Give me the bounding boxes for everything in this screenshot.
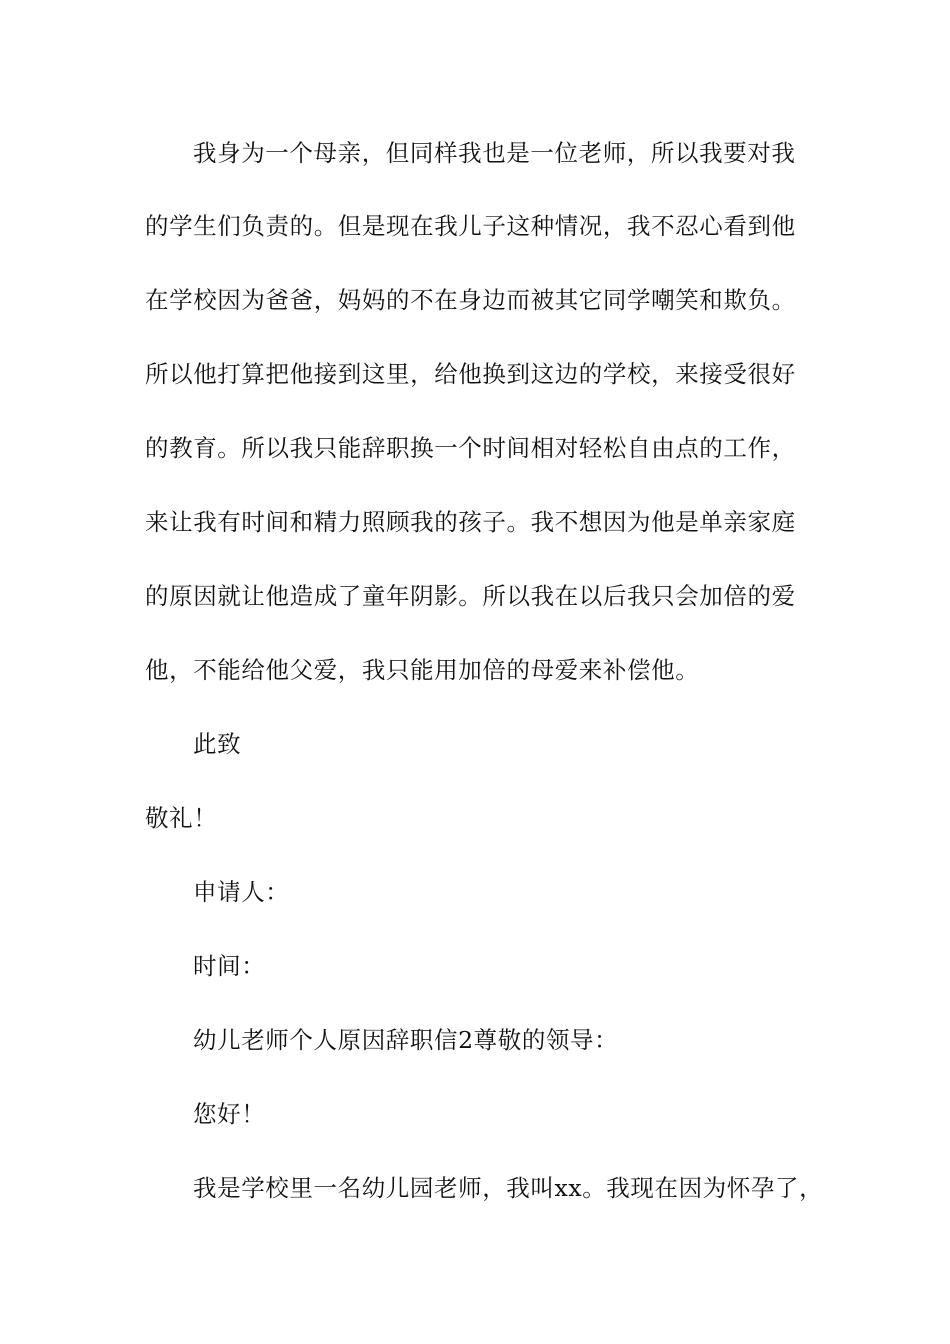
- paragraph-line: 的教育。所以我只能辞职换一个时间相对轻松自由点的工作，: [145, 434, 796, 462]
- applicant-label: 申请人：: [193, 878, 290, 906]
- letter-heading: 幼儿老师个人原因辞职信2尊敬的领导：: [193, 1026, 619, 1054]
- date-label: 时间：: [193, 952, 266, 980]
- paragraph-line: 我身为一个母亲，但同样我也是一位老师，所以我要对我: [193, 139, 796, 167]
- closing-regards: 敬礼！: [145, 804, 218, 832]
- closing-salutation: 此致: [193, 730, 242, 758]
- paragraph-line: 他，不能给他父爱，我只能用加倍的母爱来补偿他。: [145, 656, 700, 684]
- paragraph-line: 的原因就让他造成了童年阴影。所以我在以后我只会加倍的爱: [145, 582, 796, 610]
- paragraph-line: 我是学校里一名幼儿园老师，我叫xx。我现在因为怀孕了，: [193, 1174, 824, 1202]
- paragraph-line: 在学校因为爸爸，妈妈的不在身边而被其它同学嘲笑和欺负。: [145, 286, 796, 314]
- paragraph-line: 的学生们负责的。但是现在我儿子这种情况，我不忍心看到他: [145, 212, 796, 240]
- greeting: 您好！: [193, 1100, 266, 1128]
- paragraph-line: 来让我有时间和精力照顾我的孩子。我不想因为他是单亲家庭: [145, 508, 796, 536]
- paragraph-line: 所以他打算把他接到这里，给他换到这边的学校，来接受很好: [145, 360, 796, 388]
